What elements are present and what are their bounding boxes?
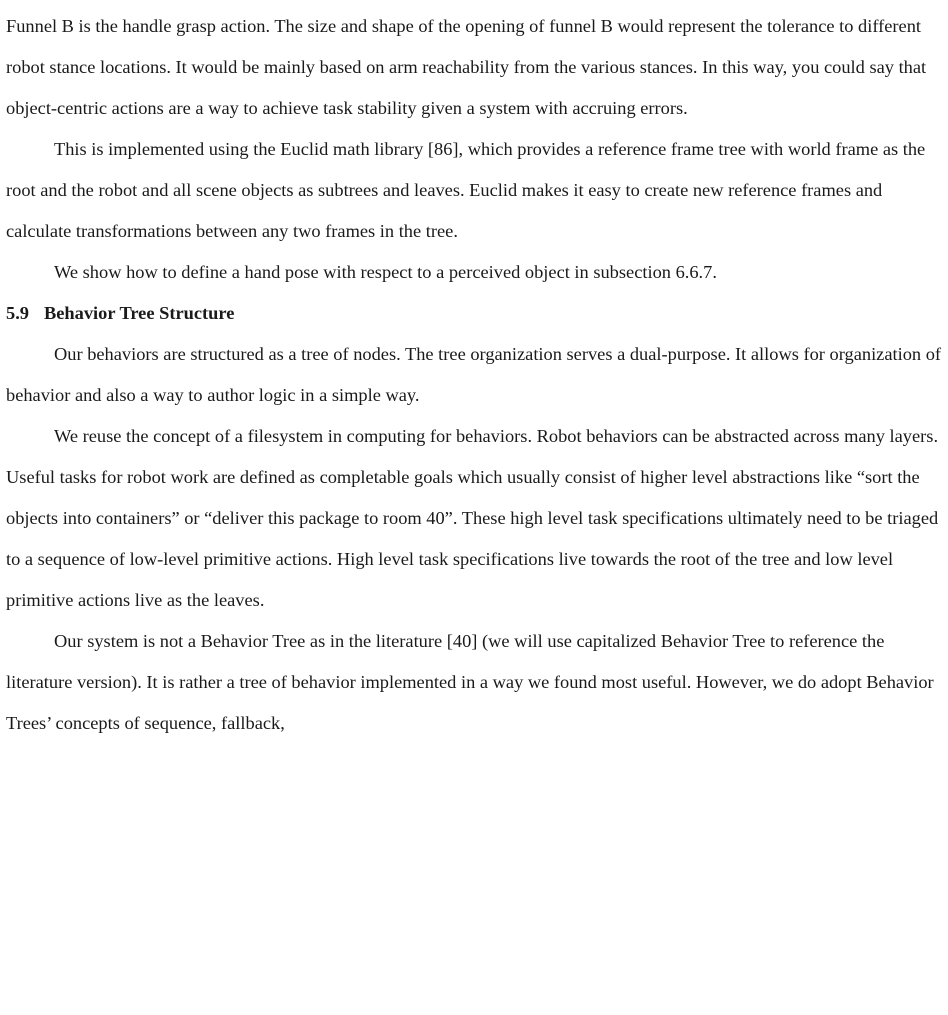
section-heading <box>6 293 946 334</box>
paragraph-euclid: This is implemented using the Euclid math library [86], which provides a reference frame tree with world frame as the root and the robot and all scene objects as subtrees and leaves. Euclid makes it easy to create new reference frames and calculate transformations between any two frames in the tree. <box>6 139 926 241</box>
paragraph-hand-pose: We show how to define a hand pose with respect to a perceived object in subsection 6.6.7. <box>54 262 717 282</box>
paragraph-not-behavior-tree: Our system is not a Behavior Tree as in the literature [40] (we will use capitalized Behavior Tree to reference the literature version). It is rather a tree of behavior implemented in a way we found most useful. However, we do adopt Behavior Trees’ concepts of sequence, fallback, <box>6 631 934 733</box>
section-number: 5.9 <box>6 303 29 323</box>
paragraph-funnel-b: Funnel B is the handle grasp action. The size and shape of the opening of funnel B would represent the tolerance to different robot stance locations. It would be mainly based on arm reachability from the various stances. In this way, you could say that object-centric actions are a way to achieve task stability given a system with accruing errors. <box>6 16 927 118</box>
paragraph-tree-of-nodes: Our behaviors are structured as a tree of nodes. The tree organization serves a dual-purpose. It allows for organization of behavior and also a way to author logic in a simple way. <box>6 344 942 405</box>
paragraph-filesystem: We reuse the concept of a filesystem in computing for behaviors. Robot behaviors can be abstracted across many layers. Useful tasks for robot work are defined as completable goals which usually consist of higher level abstractions like “sort the objects into containers” or “deliver this package to room 40”. These high level task specifications ultimately need to be triaged to a sequence of low-level primitive actions. High level task specifications live towards the root of the tree and low level primitive actions live as the leaves. <box>6 426 939 610</box>
section-title: Behavior Tree Structure <box>44 303 235 323</box>
